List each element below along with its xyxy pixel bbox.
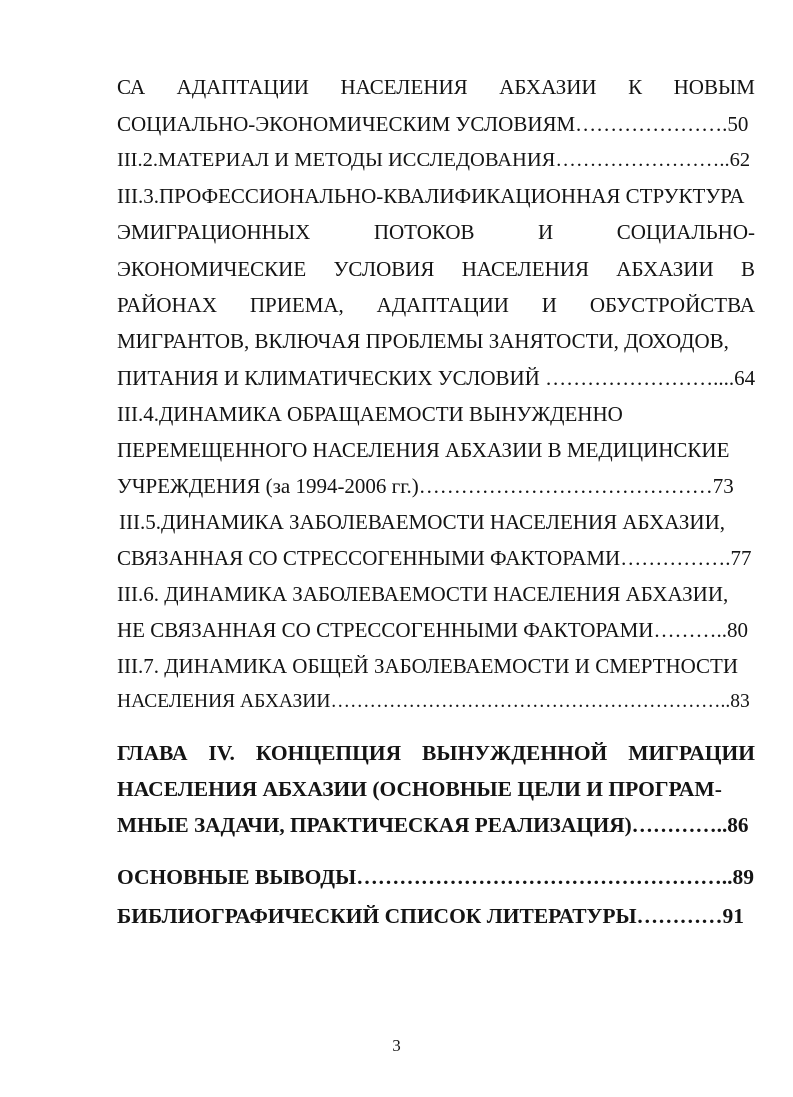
toc-line bbox=[117, 217, 755, 247]
word: НАСЕЛЕНИЯ bbox=[340, 75, 468, 99]
toc-line bbox=[117, 72, 755, 102]
word: СА bbox=[117, 75, 146, 99]
toc-line: III.5.ДИНАМИКА ЗАБОЛЕВАЕМОСТИ НАСЕЛЕНИЯ АБХАЗИИ, bbox=[119, 510, 725, 534]
word: МИГРАЦИИ bbox=[628, 741, 755, 765]
toc-entry-last-line: УЧРЕЖДЕНИЯ (за 1994-2006 гг.)……………………………………73 bbox=[117, 474, 734, 498]
word: ПОТОКОВ bbox=[373, 220, 475, 244]
word: АБХАЗИИ bbox=[499, 75, 597, 99]
word: СОЦИАЛЬНО- bbox=[616, 220, 755, 244]
word: ВЫНУЖДЕННОЙ bbox=[422, 741, 608, 765]
toc-line: III.6. ДИНАМИКА ЗАБОЛЕВАЕМОСТИ НАСЕЛЕНИЯ АБХАЗИИ, bbox=[117, 582, 729, 606]
toc-entry-last-line: БИБЛИОГРАФИЧЕСКИЙ СПИСОК ЛИТЕРАТУРЫ…………91 bbox=[117, 904, 745, 928]
word: IV. bbox=[208, 741, 235, 765]
toc-line bbox=[117, 181, 755, 211]
word: И bbox=[538, 220, 554, 244]
toc-line: III.4.ДИНАМИКА ОБРАЩАЕМОСТИ ВЫНУЖДЕННО bbox=[117, 402, 623, 426]
word: ПРИЕМА, bbox=[249, 293, 344, 317]
word: И bbox=[541, 293, 557, 317]
word: ЭМИГРАЦИОННЫХ bbox=[117, 220, 311, 244]
word: РАЙОНАХ bbox=[117, 293, 217, 317]
toc-entry-last-line: СВЯЗАННАЯ СО СТРЕССОГЕННЫМИ ФАКТОРАМИ…………….77 bbox=[117, 546, 752, 570]
toc-line bbox=[117, 738, 755, 768]
toc-line bbox=[117, 254, 755, 284]
toc-entry-last-line: III.2.МАТЕРИАЛ И МЕТОДЫ ИССЛЕДОВАНИЯ……………………..62 bbox=[117, 149, 751, 171]
toc-entry-last-line: НЕ СВЯЗАННАЯ СО СТРЕССОГЕННЫМИ ФАКТОРАМИ………..80 bbox=[117, 618, 748, 642]
toc-entry-last-line: СОЦИАЛЬНО-ЭКОНОМИЧЕСКИМ УСЛОВИЯМ………………….50 bbox=[117, 112, 749, 136]
word: ОБУСТРОЙСТВА bbox=[589, 293, 755, 317]
word: НОВЫМ bbox=[673, 75, 755, 99]
toc-line bbox=[117, 326, 755, 356]
toc-line bbox=[117, 290, 755, 320]
word: КОНЦЕПЦИЯ bbox=[255, 741, 402, 765]
line-text: III.3.ПРОФЕССИОНАЛЬНО-КВАЛИФИКАЦИОННАЯ СТРУКТУРА bbox=[117, 184, 745, 208]
toc-entry-last-line: ОСНОВНЫЕ ВЫВОДЫ……………………………………………..89 bbox=[117, 865, 754, 889]
word: К bbox=[628, 75, 643, 99]
toc-line bbox=[117, 774, 755, 804]
word: ГЛАВА bbox=[117, 741, 188, 765]
word: АБХАЗИИ bbox=[616, 257, 714, 281]
toc-line: ПЕРЕМЕЩЕННОГО НАСЕЛЕНИЯ АБХАЗИИ В МЕДИЦИНСКИЕ bbox=[117, 438, 730, 462]
word: НАСЕЛЕНИЯ bbox=[461, 257, 589, 281]
toc-line: III.7. ДИНАМИКА ОБЩЕЙ ЗАБОЛЕВАЕМОСТИ И СМЕРТНОСТИ bbox=[117, 654, 739, 678]
word: АДАПТАЦИИ bbox=[376, 293, 509, 317]
word: ЭКОНОМИЧЕСКИЕ bbox=[117, 257, 307, 281]
line-text: НАСЕЛЕНИЯ АБХАЗИИ (ОСНОВНЫЕ ЦЕЛИ И ПРОГРАМ- bbox=[117, 777, 722, 801]
word: В bbox=[740, 257, 755, 281]
toc-entry-last-line: НАСЕЛЕНИЯ АБХАЗИИ……………………………………………………..83 bbox=[117, 691, 750, 712]
word: АДАПТАЦИИ bbox=[176, 75, 309, 99]
line-text: МИГРАНТОВ, ВКЛЮЧАЯ ПРОБЛЕМЫ ЗАНЯТОСТИ, ДОХОДОВ, bbox=[117, 329, 729, 353]
toc-entry-last-line: МНЫЕ ЗАДАЧИ, ПРАКТИЧЕСКАЯ РЕАЛИЗАЦИЯ)…………..86 bbox=[117, 813, 749, 837]
page-number: 3 bbox=[392, 1036, 401, 1055]
word: УСЛОВИЯ bbox=[333, 257, 435, 281]
toc-entry-last-line: ПИТАНИЯ И КЛИМАТИЧЕСКИХ УСЛОВИЙ ……………………....64 bbox=[117, 366, 756, 390]
